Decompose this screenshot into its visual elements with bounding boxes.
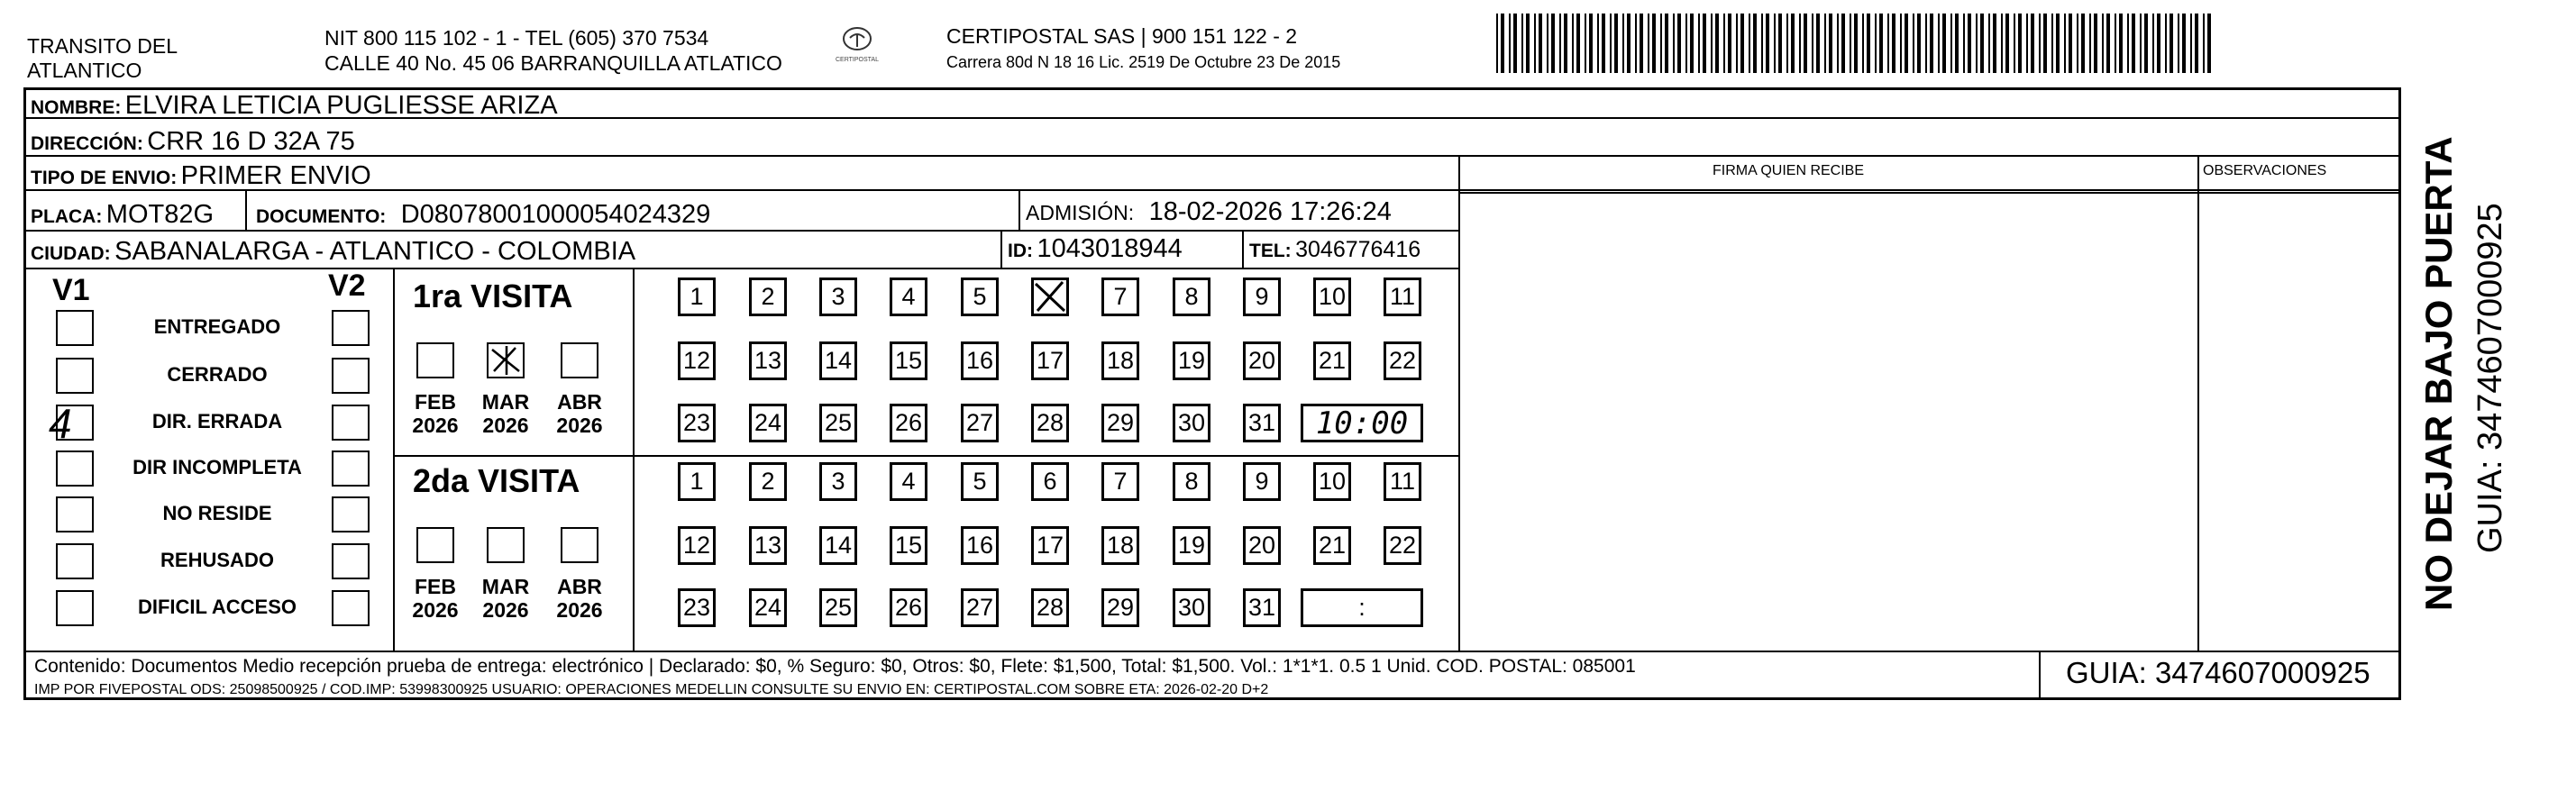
logo-mark-icon bbox=[839, 25, 875, 52]
day-box[interactable]: 22 bbox=[1384, 341, 1421, 380]
barcode-bar bbox=[1703, 14, 1706, 73]
barcode-bar bbox=[1547, 14, 1548, 73]
barcode-bar bbox=[1812, 14, 1813, 73]
barcode-bar bbox=[1905, 14, 1908, 73]
contenido-text: Contenido: Documentos Medio recepción prueba de entrega: electrónico | Declarado: $0, % Seguro: $0, Otros: $0, Flete: $1,500, Total: $1,500. Vol.: 1*1*1. 0.5 1 Unid. COD. POSTAL: 085001 bbox=[34, 656, 1636, 677]
barcode-bar bbox=[2132, 14, 2135, 73]
v2-checkbox[interactable] bbox=[332, 543, 370, 579]
barcode-bar bbox=[1749, 14, 1750, 73]
company-name: TRANSITO DEL ATLANTICO bbox=[27, 34, 178, 82]
day-box[interactable]: 1 bbox=[678, 462, 716, 501]
day-box[interactable]: 16 bbox=[961, 526, 999, 565]
day-box[interactable]: 24 bbox=[749, 588, 787, 627]
day-box[interactable]: 13 bbox=[749, 341, 787, 380]
day-box[interactable]: 27 bbox=[961, 404, 999, 442]
day-box[interactable]: 12 bbox=[678, 526, 716, 565]
barcode-bar bbox=[1955, 14, 1959, 73]
barcode-bar bbox=[1938, 14, 1940, 73]
day-box[interactable]: 29 bbox=[1101, 404, 1139, 442]
barcode-bar bbox=[1665, 14, 1668, 73]
day-box[interactable]: 30 bbox=[1173, 404, 1210, 442]
barcode-bar bbox=[2077, 14, 2078, 73]
barcode-bar bbox=[1875, 14, 1877, 73]
barcode-bar bbox=[1841, 14, 1845, 73]
barcode-bar bbox=[1778, 14, 1782, 73]
divider-placa bbox=[245, 189, 247, 230]
day-box[interactable]: 31 bbox=[1243, 404, 1281, 442]
barcode-bar bbox=[1736, 14, 1738, 73]
month-checkbox[interactable] bbox=[416, 342, 454, 378]
barcode-bar bbox=[1648, 14, 1649, 73]
barcode-bar bbox=[2207, 14, 2211, 73]
day-box[interactable]: 20 bbox=[1243, 341, 1281, 380]
status-label: NO RESIDE bbox=[162, 502, 272, 524]
day-box[interactable]: 14 bbox=[819, 341, 857, 380]
nit-line: NIT 800 115 102 - 1 - TEL (605) 370 7534 bbox=[324, 26, 709, 50]
v1-checkbox[interactable] bbox=[56, 451, 94, 487]
barcode-bar bbox=[2043, 14, 2047, 73]
barcode-bar bbox=[1799, 14, 1801, 73]
barcode bbox=[1496, 14, 2217, 73]
status-label: DIR INCOMPLETA bbox=[132, 456, 302, 478]
day-box[interactable]: 7 bbox=[1101, 278, 1139, 316]
v2-label: V2 bbox=[328, 268, 366, 303]
admision-field: ADMISIÓN: 18-02-2026 17:26:24 bbox=[1026, 197, 1392, 226]
barcode-bar bbox=[1534, 14, 1536, 73]
divider-firma bbox=[1458, 155, 1460, 651]
day-box[interactable]: 25 bbox=[819, 588, 857, 627]
status-label: DIR. ERRADA bbox=[151, 410, 283, 432]
barcode-bar bbox=[1572, 14, 1574, 73]
barcode-bar bbox=[2081, 14, 2085, 73]
status-label: ENTREGADO bbox=[153, 315, 281, 338]
barcode-bar bbox=[2140, 14, 2142, 73]
month-label: MAR 2026 bbox=[481, 575, 530, 622]
barcode-bar bbox=[2165, 14, 2167, 73]
day-box[interactable]: 1 bbox=[678, 278, 716, 316]
day-box[interactable]: 8 bbox=[1173, 462, 1210, 501]
address-line: CALLE 40 No. 45 06 BARRANQUILLA ATLATICO bbox=[324, 51, 782, 75]
day-box[interactable]: 17 bbox=[1031, 341, 1069, 380]
day-box[interactable]: 2 bbox=[749, 462, 787, 501]
imp-text: IMP POR FIVEPOSTAL ODS: 25098500925 / COD.IMP: 53998300925 USUARIO: OPERACIONES MEDELLIN CONSULTE SU ENVIO EN: CERTIPOSTAL.COM SOBRE ETA: 2026-02-20 D+2 bbox=[34, 682, 1269, 697]
barcode-bar bbox=[1685, 14, 1687, 73]
barcode-bar bbox=[1850, 14, 1851, 73]
day-box[interactable]: 25 bbox=[819, 404, 857, 442]
v2-checkbox[interactable] bbox=[332, 496, 370, 532]
guia-footer: GUIA: 3474607000925 bbox=[2066, 656, 2370, 689]
day-box[interactable]: 16 bbox=[961, 341, 999, 380]
barcode-bar bbox=[2203, 14, 2205, 73]
carrier-line: CERTIPOSTAL SAS | 900 151 122 - 2 bbox=[946, 24, 1298, 48]
barcode-bar bbox=[1824, 14, 1826, 73]
day-box[interactable]: 6 bbox=[1031, 462, 1069, 501]
barcode-bar bbox=[1917, 14, 1921, 73]
barcode-bar bbox=[2115, 14, 2116, 73]
barcode-bar bbox=[1526, 14, 1530, 73]
barcode-bar bbox=[1698, 14, 1700, 73]
barcode-bar bbox=[2031, 14, 2034, 73]
divider-visit bbox=[633, 268, 635, 651]
barcode-bar bbox=[2069, 14, 2072, 73]
v1-checkbox[interactable] bbox=[56, 590, 94, 626]
day-box[interactable]: 2 bbox=[749, 278, 787, 316]
barcode-bar bbox=[1913, 14, 1914, 73]
month-checkbox[interactable] bbox=[561, 527, 598, 563]
v1-checkbox[interactable] bbox=[56, 496, 94, 532]
observaciones-area[interactable] bbox=[2201, 195, 2398, 649]
day-box[interactable]: 23 bbox=[678, 404, 716, 442]
day-box[interactable]: 22 bbox=[1384, 526, 1421, 565]
day-box[interactable]: 24 bbox=[749, 404, 787, 442]
status-label: CERRADO bbox=[167, 363, 268, 386]
day-box[interactable]: 4 bbox=[890, 278, 927, 316]
check-mark-icon bbox=[489, 344, 523, 377]
status-label: REHUSADO bbox=[160, 549, 274, 571]
barcode-bar bbox=[1968, 14, 1971, 73]
barcode-bar bbox=[1761, 14, 1763, 73]
barcode-bar bbox=[1673, 14, 1675, 73]
barcode-bar bbox=[1879, 14, 1883, 73]
day-box[interactable]: 11 bbox=[1384, 278, 1421, 316]
barcode-bar bbox=[2094, 14, 2097, 73]
barcode-bar bbox=[1993, 14, 1996, 73]
day-box[interactable]: 3 bbox=[819, 278, 857, 316]
barcode-bar bbox=[2144, 14, 2148, 73]
day-box[interactable]: 27 bbox=[961, 588, 999, 627]
barcode-bar bbox=[2178, 14, 2179, 73]
barcode-bar bbox=[1887, 14, 1889, 73]
day-box[interactable]: 26 bbox=[890, 588, 927, 627]
day-box[interactable]: 19 bbox=[1173, 341, 1210, 380]
observaciones-header: OBSERVACIONES bbox=[2203, 163, 2327, 178]
month-checkbox[interactable] bbox=[561, 342, 598, 378]
day-box[interactable]: 5 bbox=[961, 278, 999, 316]
barcode-bar bbox=[1521, 14, 1523, 73]
carrier-sub: Carrera 80d N 18 16 Lic. 2519 De Octubre 23 De 2015 bbox=[946, 53, 1341, 71]
barcode-bar bbox=[2001, 14, 2003, 73]
barcode-bar bbox=[1976, 14, 1978, 73]
v2-checkbox[interactable] bbox=[332, 405, 370, 441]
v1-handwritten-mark: 4 bbox=[49, 400, 72, 447]
month-label: MAR 2026 bbox=[481, 390, 530, 437]
day-box[interactable]: 17 bbox=[1031, 526, 1069, 565]
day-box[interactable]: 15 bbox=[890, 341, 927, 380]
v1-checkbox[interactable] bbox=[56, 310, 94, 346]
barcode-bar bbox=[1791, 14, 1795, 73]
barcode-bar bbox=[1723, 14, 1725, 73]
rule-footer bbox=[25, 651, 2399, 652]
day-box[interactable]: 9 bbox=[1243, 278, 1281, 316]
day-box[interactable]: 21 bbox=[1313, 341, 1351, 380]
barcode-bar bbox=[1963, 14, 1965, 73]
barcode-bar bbox=[1837, 14, 1839, 73]
tel-field: TEL: 3046776416 bbox=[1249, 237, 1421, 262]
barcode-bar bbox=[1496, 14, 1498, 73]
barcode-bar bbox=[2106, 14, 2110, 73]
side-guia: GUIA: 3474607000925 bbox=[2471, 203, 2509, 553]
visit-title: 1ra VISITA bbox=[413, 278, 573, 314]
rule-2 bbox=[25, 155, 2399, 157]
day-box[interactable]: 5 bbox=[961, 462, 999, 501]
barcode-bar bbox=[1677, 14, 1681, 73]
month-checkbox[interactable] bbox=[487, 527, 525, 563]
barcode-bar bbox=[1622, 14, 1624, 73]
placa-field: PLACA: MOT82G bbox=[31, 200, 215, 229]
barcode-bar bbox=[2190, 14, 2192, 73]
time-box[interactable]: : bbox=[1301, 588, 1423, 627]
divider-tel bbox=[1242, 230, 1244, 268]
rule-3 bbox=[25, 189, 2399, 191]
day-box[interactable]: 29 bbox=[1101, 588, 1139, 627]
day-box[interactable]: 18 bbox=[1101, 526, 1139, 565]
v1-checkbox[interactable] bbox=[56, 543, 94, 579]
barcode-bar bbox=[2195, 14, 2198, 73]
documento-field: DOCUMENTO: D08078001000054024329 bbox=[256, 200, 711, 229]
barcode-bar bbox=[2014, 14, 2015, 73]
barcode-bar bbox=[1627, 14, 1631, 73]
v2-checkbox[interactable] bbox=[332, 451, 370, 487]
barcode-bar bbox=[2056, 14, 2060, 73]
day-box[interactable] bbox=[1031, 278, 1069, 316]
divider-admision bbox=[1019, 189, 1020, 230]
barcode-bar bbox=[1539, 14, 1542, 73]
day-box[interactable]: 8 bbox=[1173, 278, 1210, 316]
barcode-bar bbox=[1564, 14, 1567, 73]
barcode-bar bbox=[1766, 14, 1769, 73]
barcode-bar bbox=[1589, 14, 1593, 73]
divider-guia bbox=[2039, 651, 2041, 700]
day-box[interactable]: 14 bbox=[819, 526, 857, 565]
divider-id bbox=[1000, 230, 1002, 268]
barcode-bar bbox=[2039, 14, 2041, 73]
barcode-bar bbox=[1786, 14, 1788, 73]
barcode-bar bbox=[1640, 14, 1643, 73]
barcode-bar bbox=[2102, 14, 2104, 73]
barcode-bar bbox=[1660, 14, 1662, 73]
barcode-bar bbox=[1513, 14, 1517, 73]
barcode-bar bbox=[1501, 14, 1504, 73]
barcode-bar bbox=[1867, 14, 1870, 73]
day-box[interactable]: 28 bbox=[1031, 404, 1069, 442]
v2-checkbox[interactable] bbox=[332, 358, 370, 394]
day-box[interactable]: 19 bbox=[1173, 526, 1210, 565]
divider-visits bbox=[393, 455, 1458, 457]
day-cross-mark-icon bbox=[1034, 280, 1066, 314]
barcode-bar bbox=[2170, 14, 2173, 73]
barcode-bar bbox=[1652, 14, 1656, 73]
day-box[interactable]: 31 bbox=[1243, 588, 1281, 627]
status-label: DIFICIL ACCESO bbox=[137, 596, 297, 618]
barcode-bar bbox=[1804, 14, 1807, 73]
barcode-bar bbox=[2157, 14, 2160, 73]
day-box[interactable]: 20 bbox=[1243, 526, 1281, 565]
divider-status bbox=[393, 268, 395, 651]
month-label: ABR 2026 bbox=[556, 575, 603, 622]
barcode-bar bbox=[1854, 14, 1858, 73]
barcode-bar bbox=[1862, 14, 1864, 73]
rule-5 bbox=[25, 268, 1458, 269]
day-box[interactable]: 15 bbox=[890, 526, 927, 565]
day-box[interactable]: 7 bbox=[1101, 462, 1139, 501]
barcode-bar bbox=[1602, 14, 1605, 73]
barcode-bar bbox=[2064, 14, 2066, 73]
day-box[interactable]: 18 bbox=[1101, 341, 1139, 380]
barcode-bar bbox=[2018, 14, 2022, 73]
barcode-bar bbox=[1635, 14, 1637, 73]
barcode-bar bbox=[1942, 14, 1946, 73]
barcode-bar bbox=[1551, 14, 1555, 73]
barcode-bar bbox=[1980, 14, 1984, 73]
day-box[interactable]: 28 bbox=[1031, 588, 1069, 627]
month-checkbox[interactable] bbox=[416, 527, 454, 563]
barcode-bar bbox=[1509, 14, 1511, 73]
day-box[interactable]: 11 bbox=[1384, 462, 1421, 501]
month-label: FEB 2026 bbox=[412, 575, 459, 622]
barcode-bar bbox=[1829, 14, 1832, 73]
month-checkbox[interactable] bbox=[487, 342, 525, 378]
barcode-bar bbox=[2182, 14, 2186, 73]
month-label: ABR 2026 bbox=[556, 390, 603, 437]
ciudad-field: CIUDAD: SABANALARGA - ATLANTICO - COLOMBIA bbox=[31, 237, 636, 266]
time-box[interactable]: 10:00 bbox=[1301, 404, 1423, 442]
firma-area[interactable] bbox=[1462, 195, 2196, 649]
no-dejar-bajo-puerta: NO DEJAR BAJO PUERTA bbox=[2417, 136, 2460, 611]
day-box[interactable]: 12 bbox=[678, 341, 716, 380]
barcode-bar bbox=[1930, 14, 1933, 73]
certipostal-logo: CERTIPOSTAL bbox=[827, 25, 887, 76]
barcode-bar bbox=[2127, 14, 2129, 73]
nombre-field: NOMBRE: ELVIRA LETICIA PUGLIESSE ARIZA bbox=[31, 91, 558, 120]
day-box[interactable]: 4 bbox=[890, 462, 927, 501]
day-box[interactable]: 10 bbox=[1313, 462, 1351, 501]
barcode-bar bbox=[1711, 14, 1713, 73]
barcode-bar bbox=[1610, 14, 1612, 73]
barcode-bar bbox=[2005, 14, 2009, 73]
barcode-bar bbox=[2152, 14, 2154, 73]
barcode-bar bbox=[1950, 14, 1952, 73]
v1-checkbox[interactable] bbox=[56, 358, 94, 394]
day-box[interactable]: 3 bbox=[819, 462, 857, 501]
month-label: FEB 2026 bbox=[412, 390, 459, 437]
barcode-bar bbox=[1925, 14, 1927, 73]
rule-firma bbox=[1458, 192, 2399, 194]
tipo-envio-field: TIPO DE ENVIO: PRIMER ENVIO bbox=[31, 161, 371, 190]
barcode-bar bbox=[1774, 14, 1776, 73]
v1-label: V1 bbox=[52, 273, 90, 307]
day-box[interactable]: 9 bbox=[1243, 462, 1281, 501]
firma-header: FIRMA QUIEN RECIBE bbox=[1713, 163, 1865, 178]
direccion-field: DIRECCIÓN: CRR 16 D 32A 75 bbox=[31, 127, 355, 156]
barcode-bar bbox=[1988, 14, 1990, 73]
barcode-bar bbox=[2089, 14, 2091, 73]
barcode-bar bbox=[1892, 14, 1895, 73]
barcode-bar bbox=[1585, 14, 1586, 73]
barcode-bar bbox=[1900, 14, 1902, 73]
barcode-bar bbox=[1715, 14, 1719, 73]
day-box[interactable]: 21 bbox=[1313, 526, 1351, 565]
barcode-bar bbox=[1614, 14, 1618, 73]
barcode-bar bbox=[2119, 14, 2123, 73]
day-box[interactable]: 30 bbox=[1173, 588, 1210, 627]
day-box[interactable]: 10 bbox=[1313, 278, 1351, 316]
v2-checkbox[interactable] bbox=[332, 590, 370, 626]
v2-checkbox[interactable] bbox=[332, 310, 370, 346]
day-box[interactable]: 23 bbox=[678, 588, 716, 627]
id-field: ID: 1043018944 bbox=[1008, 234, 1183, 263]
day-box[interactable]: 26 bbox=[890, 404, 927, 442]
barcode-bar bbox=[1816, 14, 1820, 73]
barcode-bar bbox=[2026, 14, 2028, 73]
day-box[interactable]: 13 bbox=[749, 526, 787, 565]
divider-obs bbox=[2197, 155, 2199, 651]
barcode-bar bbox=[1690, 14, 1694, 73]
barcode-bar bbox=[1740, 14, 1744, 73]
barcode-bar bbox=[1559, 14, 1561, 73]
barcode-bar bbox=[1728, 14, 1731, 73]
visit-title: 2da VISITA bbox=[413, 462, 580, 499]
barcode-bar bbox=[1576, 14, 1580, 73]
barcode-bar bbox=[1597, 14, 1599, 73]
barcode-bar bbox=[2051, 14, 2053, 73]
barcode-bar bbox=[1753, 14, 1757, 73]
